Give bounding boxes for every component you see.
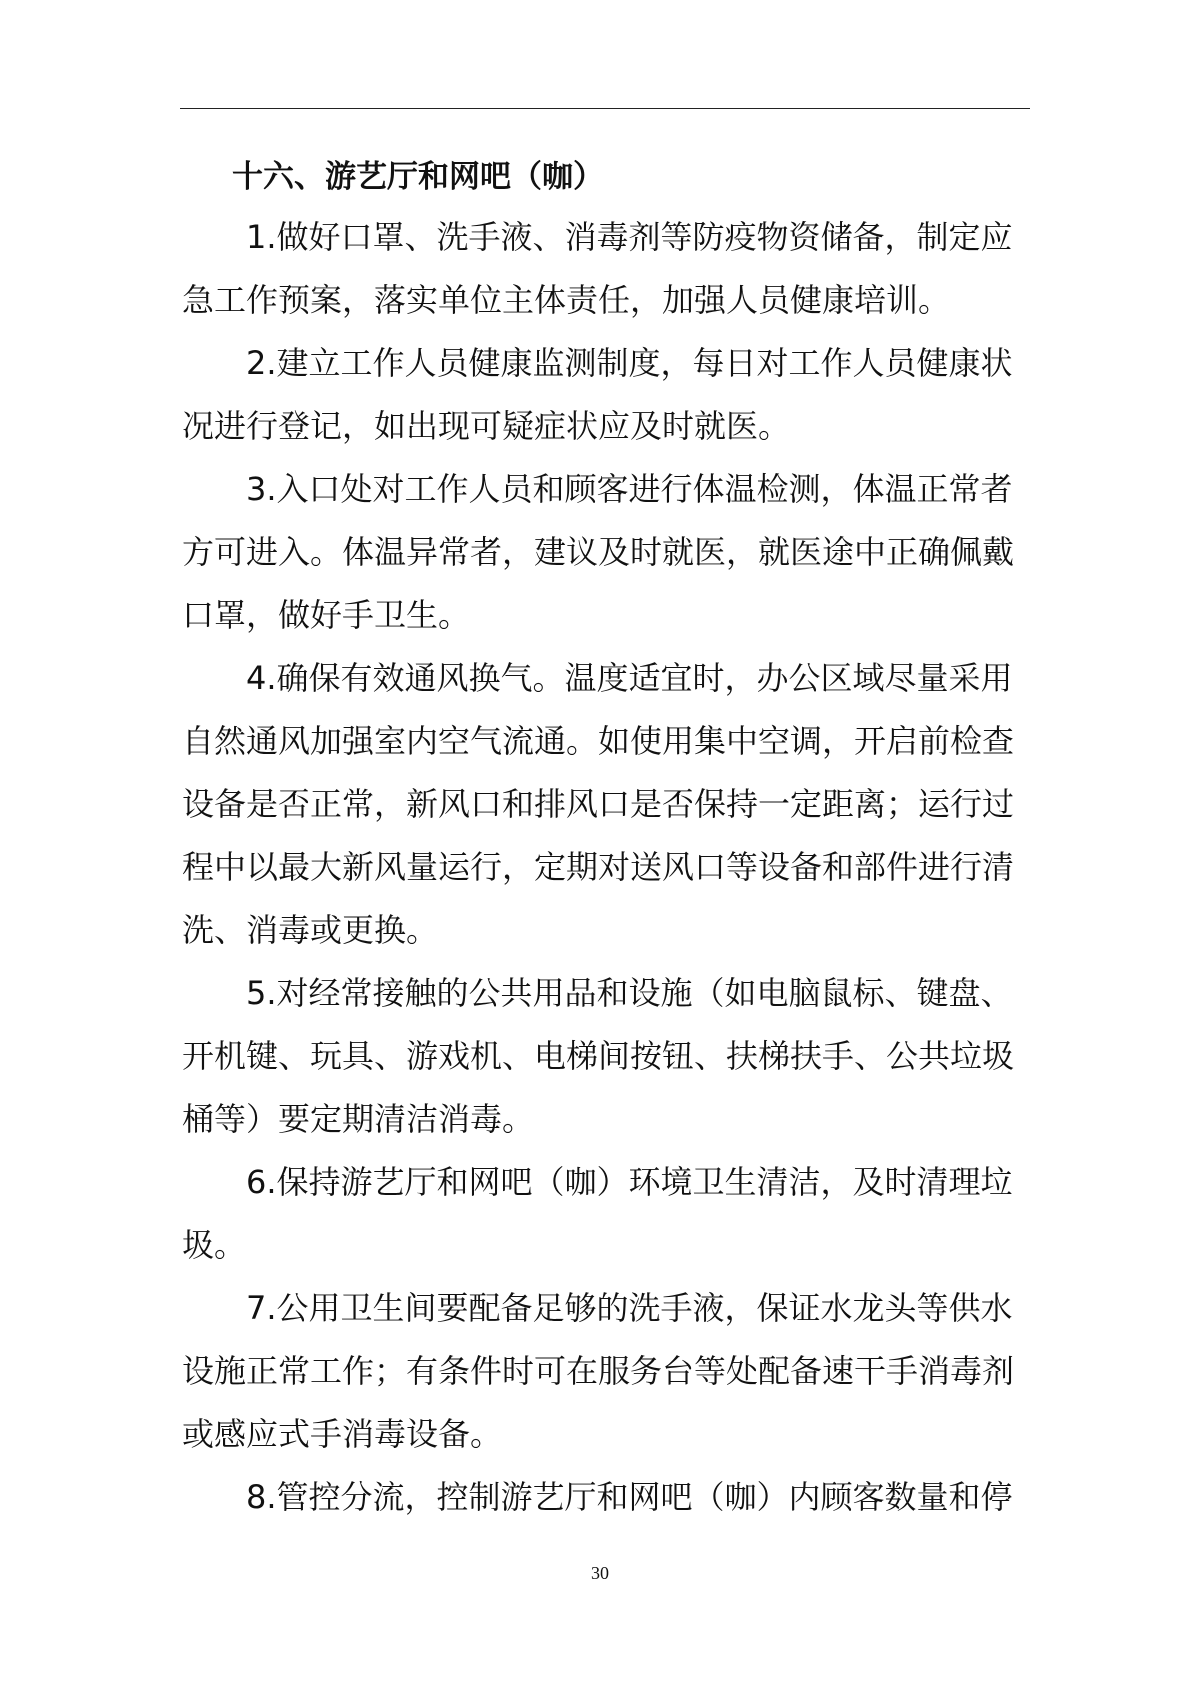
list-item-continuation-line: 或感应式手消毒设备。 [182,1415,503,1453]
list-item-continuation-line: 设备是否正常，新风口和排风口是否保持一定距离；运行过 [182,785,1015,823]
list-item-first-line: 1.做好口罩、洗手液、消毒剂等防疫物资储备，制定应 [246,218,1013,256]
list-item-first-line: 3.入口处对工作人员和顾客进行体温检测，体温正常者 [246,470,1013,508]
list-item-continuation-line: 自然通风加强室内空气流通。如使用集中空调，开启前检查 [182,722,1015,760]
list-item-continuation-line: 开机键、玩具、游戏机、电梯间按钮、扶梯扶手、公共垃圾 [182,1037,1015,1075]
list-item-first-line: 4.确保有效通风换气。温度适宜时，办公区域尽量采用 [246,659,1013,697]
section-heading: 十六、游艺厅和网吧（咖） [232,159,604,195]
list-item-first-line: 6.保持游艺厅和网吧（咖）环境卫生清洁，及时清理垃 [246,1163,1013,1201]
list-item-continuation-line: 洗、消毒或更换。 [182,911,439,949]
page-number: 30 [591,1563,609,1583]
list-item-continuation-line: 况进行登记，如出现可疑症状应及时就医。 [182,407,791,445]
list-item-first-line: 7.公用卫生间要配备足够的洗手液，保证水龙头等供水 [246,1289,1013,1327]
list-item-continuation-line: 急工作预案，落实单位主体责任，加强人员健康培训。 [182,281,951,319]
list-item-continuation-line: 程中以最大新风量运行，定期对送风口等设备和部件进行清 [182,848,1015,886]
list-item-continuation-line: 设施正常工作；有条件时可在服务台等处配备速干手消毒剂 [182,1352,1015,1390]
list-item-first-line: 8.管控分流，控制游艺厅和网吧（咖）内顾客数量和停 [246,1478,1013,1516]
list-item-continuation-line: 口罩，做好手卫生。 [182,596,471,634]
list-item-continuation-line: 桶等）要定期清洁消毒。 [182,1100,535,1138]
list-item-continuation-line: 圾。 [182,1226,247,1264]
list-item-continuation-line: 方可进入。体温异常者，建议及时就医，就医途中正确佩戴 [182,533,1015,571]
list-item-first-line: 2.建立工作人员健康监测制度，每日对工作人员健康状 [246,344,1013,382]
list-item-first-line: 5.对经常接触的公共用品和设施（如电脑鼠标、键盘、 [246,974,1013,1012]
header-rule [180,108,1030,109]
